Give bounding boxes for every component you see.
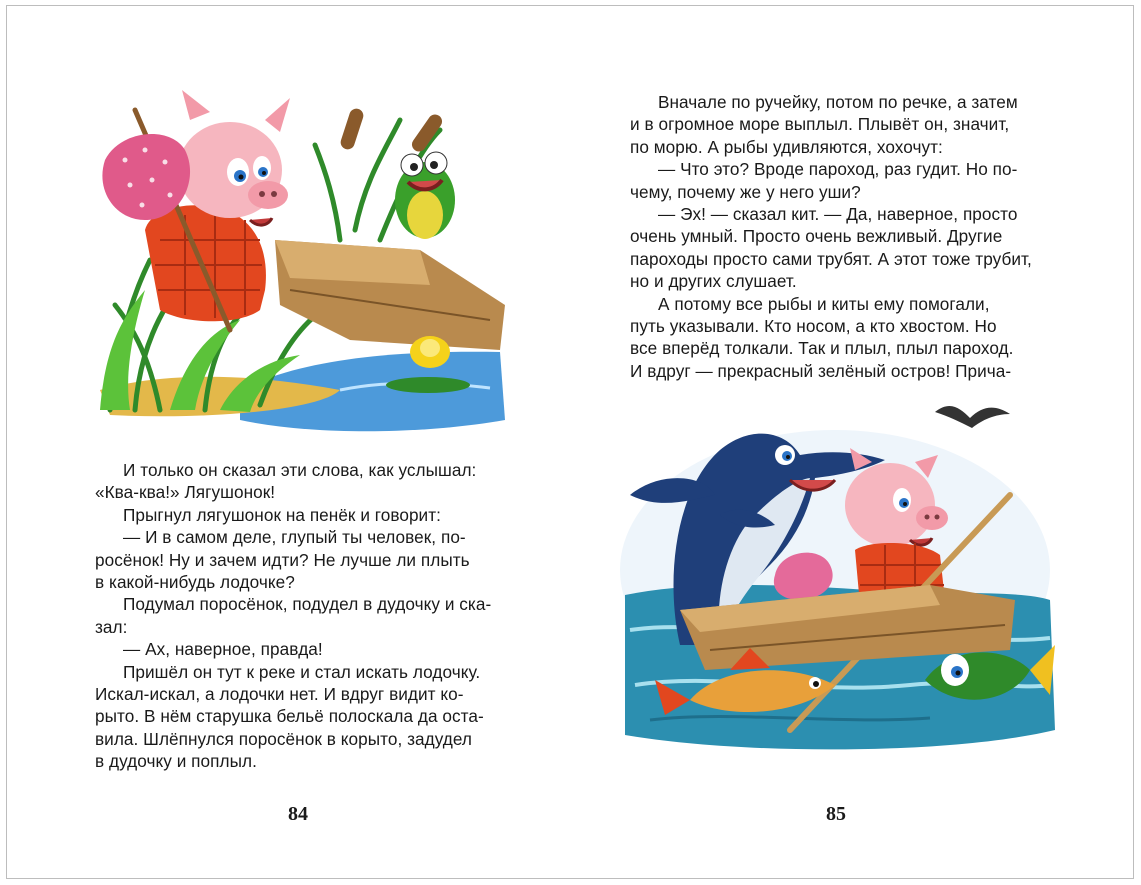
text-line: Пришёл он тут к реке и стал искать лодочку. [123,661,481,682]
text-line: рыто. В нём старушка бельё полоскала да оста- [95,706,484,727]
text-line: «Ква-ква!» Лягушонок! [95,482,276,503]
text-line: в дудочку и поплыл. [95,751,257,772]
text-line: путь указывали. Кто носом, а кто хвостом. Но [630,316,997,337]
text-line: Прыгнул лягушонок на пенёк и говорит: [123,504,441,525]
text-line: вила. Шлёпнулся поросёнок в корыто, задудел [95,728,472,749]
text-line: по морю. А рыбы удивляются, хохочут: [630,136,943,157]
text-line: Искал-искал, а лодочки нет. И вдруг видит ко- [95,684,464,705]
text-line: все вперёд толкали. Так и плыл, плыл пароход. [630,338,1014,359]
pig-and-frog-illustration [90,90,520,440]
text-line: — Эх! — сказал кит. — Да, наверное, просто [658,204,1018,225]
text-line: — Что это? Вроде пароход, раз гудит. Но по- [658,159,1018,180]
right-page-text [630,91,1060,382]
text-line: зал: [95,616,128,637]
text-line: И вдруг — прекрасный зелёный остров! Прича- [630,360,1012,381]
text-line: и в огромное море выплыл. Плывёт он, значит, [630,114,1010,135]
text-line: пароходы просто сами трубят. А этот тоже трубит, [630,248,1032,269]
text-line: очень умный. Просто очень вежливый. Другие [630,226,1003,247]
text-line: Вначале по ручейку, потом по речке, а затем [658,92,1018,112]
text-line: А потому все рыбы и киты ему помогали, [658,293,990,314]
page-number: 84 [288,803,308,825]
text-line: чему, почему же у него уши? [630,181,861,202]
dolphin-pig-boat-illustration [610,400,1060,770]
text-line: И только он сказал эти слова, как услышал: [123,460,477,480]
text-line: — И в самом деле, глупый ты человек, по- [123,527,466,548]
text-line: но и других слушает. [630,271,797,292]
left-page-text [95,459,515,773]
text-line: в какой-нибудь лодочке? [95,572,295,593]
page-number: 85 [826,803,846,825]
text-line: росёнок! Ну и зачем идти? Не лучше ли плыть [95,549,470,570]
text-line: — Ах, наверное, правда! [123,639,323,660]
text-line: Подумал поросёнок, подудел в дудочку и ска- [123,594,492,615]
